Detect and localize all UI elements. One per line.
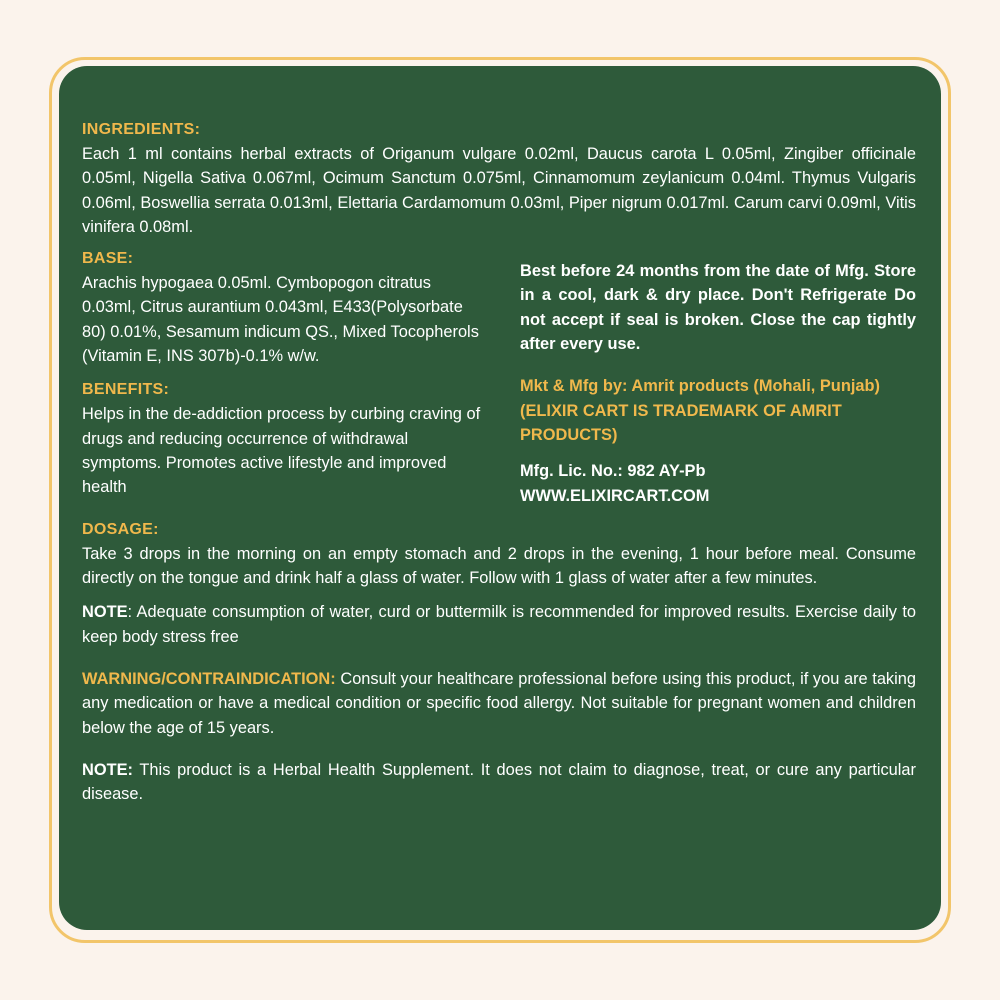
warning-text: Consult your healthcare professional before using this product, if you are taking any medication or have a medical condition or specific food allergy. Not suitable for pregnant women and children below the age of 15 years. <box>82 670 916 737</box>
two-column-section <box>82 247 916 508</box>
label-content <box>82 118 916 807</box>
right-column <box>520 247 916 508</box>
note-section <box>82 600 916 649</box>
manufacturer-text: Mkt & Mfg by: Amrit products (Mohali, Punjab) (ELIXIR CART IS TRADEMARK OF AMRIT PRODUCTS) <box>520 377 880 444</box>
dosage-section <box>82 518 916 591</box>
note-text: : Adequate consumption of water, curd or buttermilk is recommended for improved results. Exercise daily to keep body stress free <box>82 603 916 646</box>
disclaimer-section <box>82 758 916 807</box>
ingredients-text: Each 1 ml contains herbal extracts of Origanum vulgare 0.02ml, Daucus carota L 0.05ml, Zingiber officinale 0.05ml, Nigella Sativa 0.067ml, Ocimum Sanctum 0.075ml, Cinnamomum zeylanicum 0.04ml. Thymus Vulgaris 0.06ml, Boswellia serrata 0.013ml, Elettaria Cardamomum 0.03ml, Piper nigrum 0.017ml. Carum carvi 0.09ml, Vitis vinifera 0.08ml. <box>82 145 916 236</box>
label-panel <box>59 66 941 930</box>
ingredients-section <box>82 118 916 239</box>
note-label: NOTE <box>82 603 128 622</box>
base-text: Arachis hypogaea 0.05ml. Cymbopogon citratus 0.03ml, Citrus aurantium 0.043ml, E433(Polysorbate 80) 0.01%, Sesamum indicum QS., Mixed Tocopherols (Vitamin E, INS 307b)-0.1% w/w. <box>82 274 479 366</box>
dosage-heading: DOSAGE: <box>82 520 159 538</box>
warning-label: WARNING/CONTRAINDICATION: <box>82 670 336 689</box>
storage-text: Best before 24 months from the date of Mfg. Store in a cool, dark & dry place. Don't Refrigerate Do not accept if seal is broken. Close the cap tightly after every use. <box>520 262 916 354</box>
benefits-section <box>82 378 482 499</box>
license-number: Mfg. Lic. No.: 982 AY-Pb <box>520 462 706 481</box>
warning-section <box>82 667 916 740</box>
website-url: WWW.ELIXIRCART.COM <box>520 486 710 505</box>
dosage-text: Take 3 drops in the morning on an empty stomach and 2 drops in the evening, 1 hour before meal. Consume directly on the tongue and drink half a glass of water. Follow with 1 glass of water after a few minutes. <box>82 544 916 588</box>
benefits-heading: BENEFITS: <box>82 381 170 399</box>
ingredients-heading: INGREDIENTS: <box>82 121 201 138</box>
base-heading: BASE: <box>82 250 134 268</box>
disclaimer-text: This product is a Herbal Health Supplement. It does not claim to diagnose, treat, or cure any particular disease. <box>82 760 916 804</box>
disclaimer-label: NOTE: <box>82 760 133 779</box>
base-section <box>82 247 482 368</box>
benefits-text: Helps in the de-addiction process by curbing craving of drugs and reducing occurrence of withdrawal symptoms. Promotes active lifestyle and improved health <box>82 405 481 497</box>
left-column <box>82 247 482 508</box>
